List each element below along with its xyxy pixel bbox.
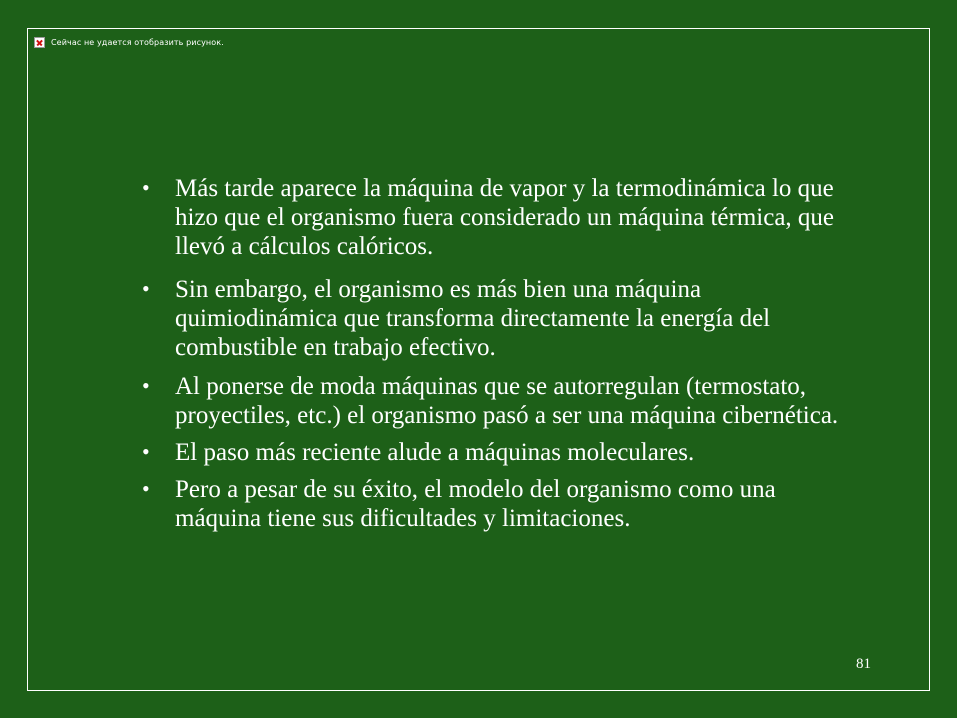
bullet-dot: • bbox=[142, 276, 150, 301]
bullet-dot: • bbox=[142, 175, 150, 200]
broken-image-placeholder bbox=[34, 37, 224, 48]
bullet-list bbox=[140, 174, 860, 543]
bullet-text: Más tarde aparece la máquina de vapor y la termodinámica lo que hizo que el organismo fuera considerado un máquina térmica, que llevó a cálculos calóricos. bbox=[175, 175, 835, 260]
page-number: 81 bbox=[856, 656, 871, 672]
bullet-text: Sin embargo, el organismo es más bien una máquina quimiodinámica que transforma directamente la energía del combustible en trabajo efectivo. bbox=[175, 276, 771, 361]
bullet-text: Al ponerse de moda máquinas que se autorregulan (termostato, proyectiles, etc.) el organismo pasó a ser una máquina cibernética. bbox=[175, 373, 839, 429]
broken-image-icon bbox=[34, 37, 45, 48]
bullet-text: Pero a pesar de su éxito, el modelo del organismo como una máquina tiene sus dificultades y limitaciones. bbox=[175, 476, 776, 532]
bullet-text: El paso más reciente alude a máquinas moleculares. bbox=[175, 439, 695, 466]
bullet-dot: • bbox=[142, 373, 150, 398]
bullet-item bbox=[140, 275, 860, 362]
bullet-dot: • bbox=[142, 439, 150, 464]
bullet-item bbox=[140, 475, 860, 533]
bullet-item bbox=[140, 372, 860, 430]
bullet-item bbox=[140, 438, 860, 467]
broken-image-text: Сейчас не удается отобразить рисунок. bbox=[51, 38, 224, 47]
bullet-item bbox=[140, 174, 860, 261]
bullet-dot: • bbox=[142, 476, 150, 501]
